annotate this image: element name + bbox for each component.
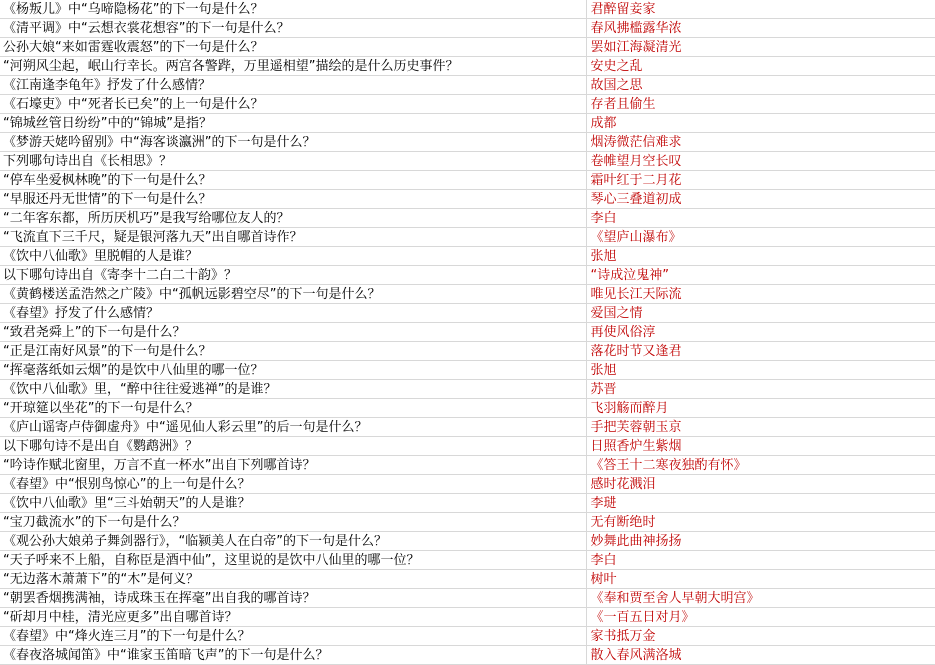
question-cell[interactable]: “开琼筵以坐花”的下一句是什么？ bbox=[0, 399, 586, 418]
question-cell[interactable]: “朝罢香烟携满袖，诗成珠玉在挥毫”出自我的哪首诗？ bbox=[0, 589, 586, 608]
question-cell[interactable]: 《杨叛儿》中“乌啼隐杨花”的下一句是什么？ bbox=[0, 0, 586, 19]
answer-cell[interactable]: 春风拂槛露华浓 bbox=[586, 19, 935, 38]
question-cell[interactable]: “宝刀截流水”的下一句是什么？ bbox=[0, 513, 586, 532]
question-cell[interactable]: 以下哪句诗不是出自《鹦鹉洲》？ bbox=[0, 437, 586, 456]
question-cell[interactable]: 《饮中八仙歌》里，“醉中往往爱逃禅”的是谁？ bbox=[0, 380, 586, 399]
table-row bbox=[0, 494, 935, 513]
question-cell[interactable]: 《春夜洛城闻笛》中“谁家玉笛暗飞声”的下一句是什么？ bbox=[0, 646, 586, 665]
table-row bbox=[0, 209, 935, 228]
table-row bbox=[0, 323, 935, 342]
question-cell[interactable]: “致君尧舜上”的下一句是什么？ bbox=[0, 323, 586, 342]
table-row bbox=[0, 608, 935, 627]
table-row bbox=[0, 570, 935, 589]
table-row bbox=[0, 456, 935, 475]
table-row bbox=[0, 19, 935, 38]
question-cell[interactable]: 以下哪句诗出自《寄李十二白二十韵》？ bbox=[0, 266, 586, 285]
table-row bbox=[0, 361, 935, 380]
answer-cell[interactable]: 安史之乱 bbox=[586, 57, 935, 76]
table-row bbox=[0, 266, 935, 285]
answer-cell[interactable]: 李琎 bbox=[586, 494, 935, 513]
answer-cell[interactable]: 君醉留妾家 bbox=[586, 0, 935, 19]
table-row bbox=[0, 228, 935, 247]
table-row bbox=[0, 95, 935, 114]
answer-cell[interactable]: 罢如江海凝清光 bbox=[586, 38, 935, 57]
answer-cell[interactable]: 《奉和贾至舍人早朝大明宫》 bbox=[586, 589, 935, 608]
answer-cell[interactable]: 落花时节又逢君 bbox=[586, 342, 935, 361]
answer-cell[interactable]: 唯见长江天际流 bbox=[586, 285, 935, 304]
answer-cell[interactable]: 妙舞此曲神扬扬 bbox=[586, 532, 935, 551]
question-cell[interactable]: 公孙大娘“来如雷霆收震怒”的下一句是什么？ bbox=[0, 38, 586, 57]
table-row bbox=[0, 133, 935, 152]
table-row bbox=[0, 0, 935, 19]
table-row bbox=[0, 399, 935, 418]
question-cell[interactable]: 《梦游天姥吟留别》中“海客谈瀛洲”的下一句是什么？ bbox=[0, 133, 586, 152]
table-row bbox=[0, 38, 935, 57]
table-row bbox=[0, 114, 935, 133]
question-cell[interactable]: “二年客东都，所历厌机巧”是我写给哪位友人的？ bbox=[0, 209, 586, 228]
answer-cell[interactable]: 感时花溅泪 bbox=[586, 475, 935, 494]
question-cell[interactable]: “停车坐爱枫林晚”的下一句是什么？ bbox=[0, 171, 586, 190]
answer-cell[interactable]: 《答王十二寒夜独酌有怀》 bbox=[586, 456, 935, 475]
answer-cell[interactable]: 李白 bbox=[586, 551, 935, 570]
question-cell[interactable]: “吟诗作赋北窗里，万言不直一杯水”出自下列哪首诗？ bbox=[0, 456, 586, 475]
question-cell[interactable]: 《春望》中“烽火连三月”的下一句是什么？ bbox=[0, 627, 586, 646]
answer-cell[interactable]: 存者且偷生 bbox=[586, 95, 935, 114]
answer-cell[interactable]: “诗成泣鬼神” bbox=[586, 266, 935, 285]
question-cell[interactable]: “河朔风尘起，岷山行幸长。两宫各警跸，万里遥相望”描绘的是什么历史事件？ bbox=[0, 57, 586, 76]
answer-cell[interactable]: 《望庐山瀑布》 bbox=[586, 228, 935, 247]
answer-cell[interactable]: 日照香炉生紫烟 bbox=[586, 437, 935, 456]
table-row bbox=[0, 190, 935, 209]
answer-cell[interactable]: 张旭 bbox=[586, 361, 935, 380]
table-row bbox=[0, 380, 935, 399]
question-cell[interactable]: “天子呼来不上船，自称臣是酒中仙”，这里说的是饮中八仙里的哪一位？ bbox=[0, 551, 586, 570]
question-cell[interactable]: “锦城丝管日纷纷”中的“锦城”是指？ bbox=[0, 114, 586, 133]
question-cell[interactable]: 《春望》中“恨别鸟惊心”的上一句是什么？ bbox=[0, 475, 586, 494]
table-row bbox=[0, 532, 935, 551]
answer-cell[interactable]: 烟涛微茫信难求 bbox=[586, 133, 935, 152]
answer-cell[interactable]: 手把芙蓉朝玉京 bbox=[586, 418, 935, 437]
answer-cell[interactable]: 散入春风满洛城 bbox=[586, 646, 935, 665]
question-cell[interactable]: “飞流直下三千尺，疑是银河落九天”出自哪首诗作？ bbox=[0, 228, 586, 247]
question-cell[interactable]: 《黄鹤楼送孟浩然之广陵》中“孤帆远影碧空尽”的下一句是什么？ bbox=[0, 285, 586, 304]
question-cell[interactable]: 《庐山谣寄卢侍御虚舟》中“遥见仙人彩云里”的后一句是什么？ bbox=[0, 418, 586, 437]
question-cell[interactable]: 《观公孙大娘弟子舞剑器行》，“临颍美人在白帝”的下一句是什么？ bbox=[0, 532, 586, 551]
question-cell[interactable]: 《清平调》中“云想衣裳花想容”的下一句是什么？ bbox=[0, 19, 586, 38]
answer-cell[interactable]: 树叶 bbox=[586, 570, 935, 589]
table-row bbox=[0, 475, 935, 494]
answer-cell[interactable]: 张旭 bbox=[586, 247, 935, 266]
answer-cell[interactable]: 琴心三叠道初成 bbox=[586, 190, 935, 209]
question-cell[interactable]: 《石壕吏》中“死者长已矣”的上一句是什么？ bbox=[0, 95, 586, 114]
answer-cell[interactable]: 卷帷望月空长叹 bbox=[586, 152, 935, 171]
question-cell[interactable]: 《江南逢李龟年》抒发了什么感情？ bbox=[0, 76, 586, 95]
table-row bbox=[0, 342, 935, 361]
table-row bbox=[0, 627, 935, 646]
answer-cell[interactable]: 家书抵万金 bbox=[586, 627, 935, 646]
answer-cell[interactable]: 故国之思 bbox=[586, 76, 935, 95]
answer-cell[interactable]: 再使风俗淳 bbox=[586, 323, 935, 342]
question-cell[interactable]: 《饮中八仙歌》里“三斗始朝天”的人是谁？ bbox=[0, 494, 586, 513]
table-row bbox=[0, 551, 935, 570]
question-cell[interactable]: “斫却月中桂，清光应更多”出自哪首诗？ bbox=[0, 608, 586, 627]
table-row bbox=[0, 171, 935, 190]
answer-cell[interactable]: 无有断绝时 bbox=[586, 513, 935, 532]
answer-cell[interactable]: 成都 bbox=[586, 114, 935, 133]
table-row bbox=[0, 646, 935, 665]
question-cell[interactable]: 《饮中八仙歌》里脱帽的人是谁？ bbox=[0, 247, 586, 266]
table-row bbox=[0, 437, 935, 456]
table-row bbox=[0, 152, 935, 171]
question-cell[interactable]: 《春望》抒发了什么感情？ bbox=[0, 304, 586, 323]
answer-cell[interactable]: 《一百五日对月》 bbox=[586, 608, 935, 627]
answer-cell[interactable]: 爱国之情 bbox=[586, 304, 935, 323]
table-row bbox=[0, 76, 935, 95]
question-cell[interactable]: “早服还丹无世情”的下一句是什么？ bbox=[0, 190, 586, 209]
answer-cell[interactable]: 李白 bbox=[586, 209, 935, 228]
question-cell[interactable]: “正是江南好风景”的下一句是什么？ bbox=[0, 342, 586, 361]
answer-cell[interactable]: 霜叶红于二月花 bbox=[586, 171, 935, 190]
table-row bbox=[0, 247, 935, 266]
question-cell[interactable]: 下列哪句诗出自《长相思》？ bbox=[0, 152, 586, 171]
table-row bbox=[0, 285, 935, 304]
table-row bbox=[0, 418, 935, 437]
table-row bbox=[0, 57, 935, 76]
question-cell[interactable]: “无边落木萧萧下”的“木”是何义？ bbox=[0, 570, 586, 589]
answer-cell[interactable]: 苏晋 bbox=[586, 380, 935, 399]
table-row bbox=[0, 589, 935, 608]
table-row bbox=[0, 304, 935, 323]
question-cell[interactable]: “挥毫落纸如云烟”的是饮中八仙里的哪一位？ bbox=[0, 361, 586, 380]
table-row bbox=[0, 513, 935, 532]
answer-cell[interactable]: 飞羽觞而醉月 bbox=[586, 399, 935, 418]
